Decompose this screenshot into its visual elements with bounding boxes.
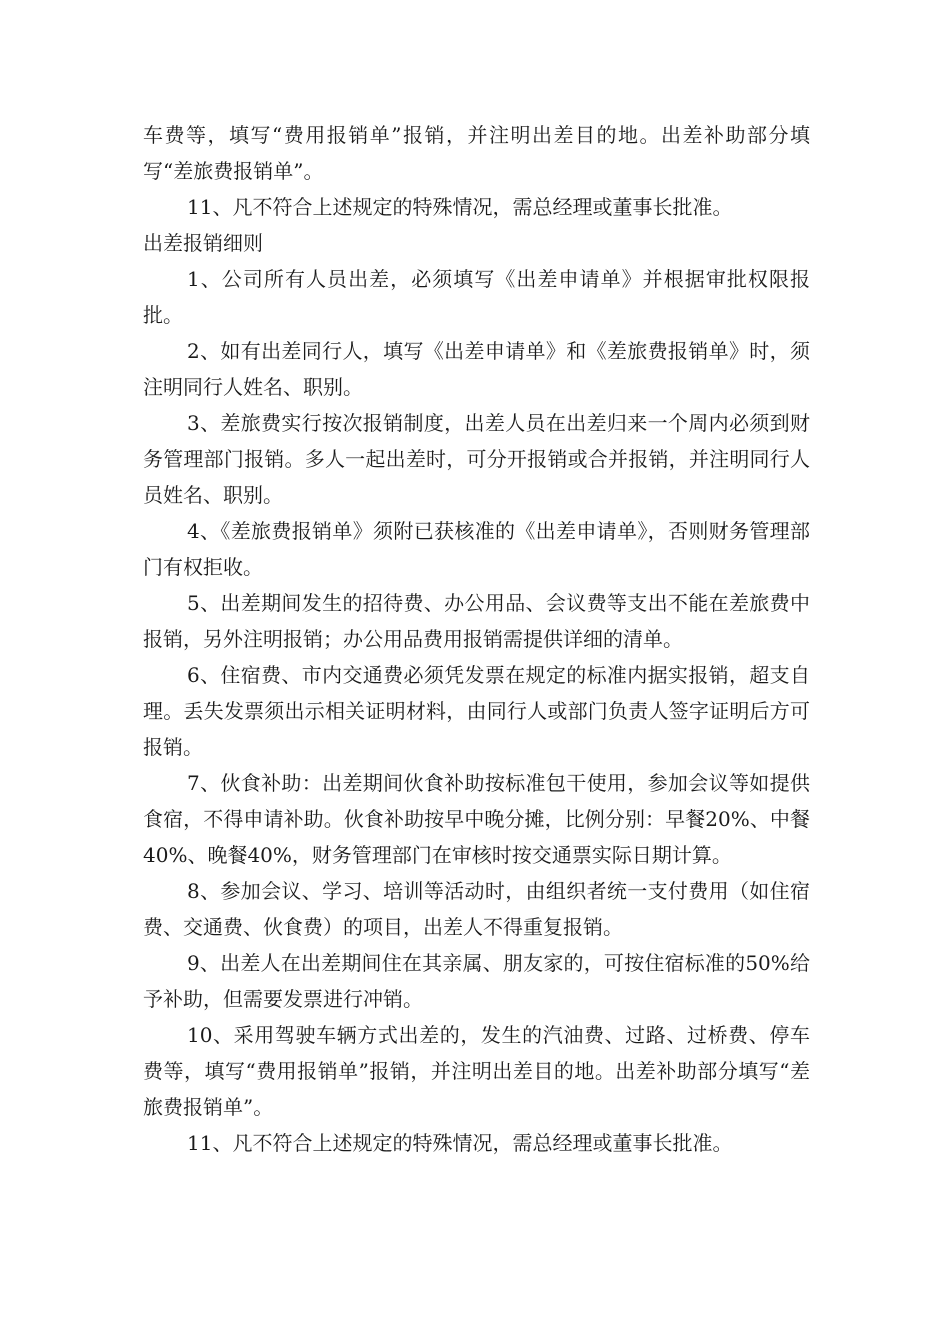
- paragraph-item-8: 8、参加会议、学习、培训等活动时，由组织者统一支付费用（如住宿费、交通费、伙食费）的项目，出差人不得重复报销。: [143, 879, 810, 939]
- paragraph-item-11: 11、凡不符合上述规定的特殊情况，需总经理或董事长批准。: [187, 195, 733, 219]
- section-heading: 出差报销细则: [143, 231, 263, 255]
- paragraph-item-4: 4、《差旅费报销单》须附已获核准的《出差申请单》，否则财务管理部门有权拒收。: [143, 519, 810, 579]
- paragraph-item-5: 5、出差期间发生的招待费、办公用品、会议费等支出不能在差旅费中报销，另外注明报销；办公用品费用报销需提供详细的清单。: [143, 591, 810, 651]
- paragraph-item-6: 6、住宿费、市内交通费必须凭发票在规定的标准内据实报销，超支自理。丢失发票须出示相关证明材料，由同行人或部门负责人签字证明后方可报销。: [143, 663, 810, 759]
- paragraph-item-9: 9、出差人在出差期间住在其亲属、朋友家的，可按住宿标准的50%给予补助，但需要发票进行冲销。: [143, 951, 810, 1011]
- paragraph-continuation: 车费等，填写“费用报销单”报销，并注明出差目的地。出差补助部分填写“差旅费报销单”。: [143, 123, 810, 183]
- paragraph-item-11-repeat: 11、凡不符合上述规定的特殊情况，需总经理或董事长批准。: [187, 1131, 733, 1155]
- paragraph-item-1: 1、公司所有人员出差，必须填写《出差申请单》并根据审批权限报批。: [143, 267, 810, 327]
- paragraph-item-2: 2、如有出差同行人，填写《出差申请单》和《差旅费报销单》时，须注明同行人姓名、职别。: [143, 339, 810, 399]
- paragraph-item-7: 7、伙食补助：出差期间伙食补助按标准包干使用，参加会议等如提供食宿，不得申请补助。伙食补助按早中晚分摊，比例分别：早餐20%、中餐40%、晚餐40%，财务管理部门在审核时按交通票实际日期计算。: [143, 771, 810, 867]
- document-body: [143, 117, 810, 1161]
- paragraph-item-10: 10、采用驾驶车辆方式出差的，发生的汽油费、过路、过桥费、停车费等，填写“费用报销单”报销，并注明出差目的地。出差补助部分填写“差旅费报销单”。: [143, 1023, 810, 1119]
- paragraph-item-3: 3、差旅费实行按次报销制度，出差人员在出差归来一个周内必须到财务管理部门报销。多人一起出差时，可分开报销或合并报销，并注明同行人员姓名、职别。: [143, 411, 810, 507]
